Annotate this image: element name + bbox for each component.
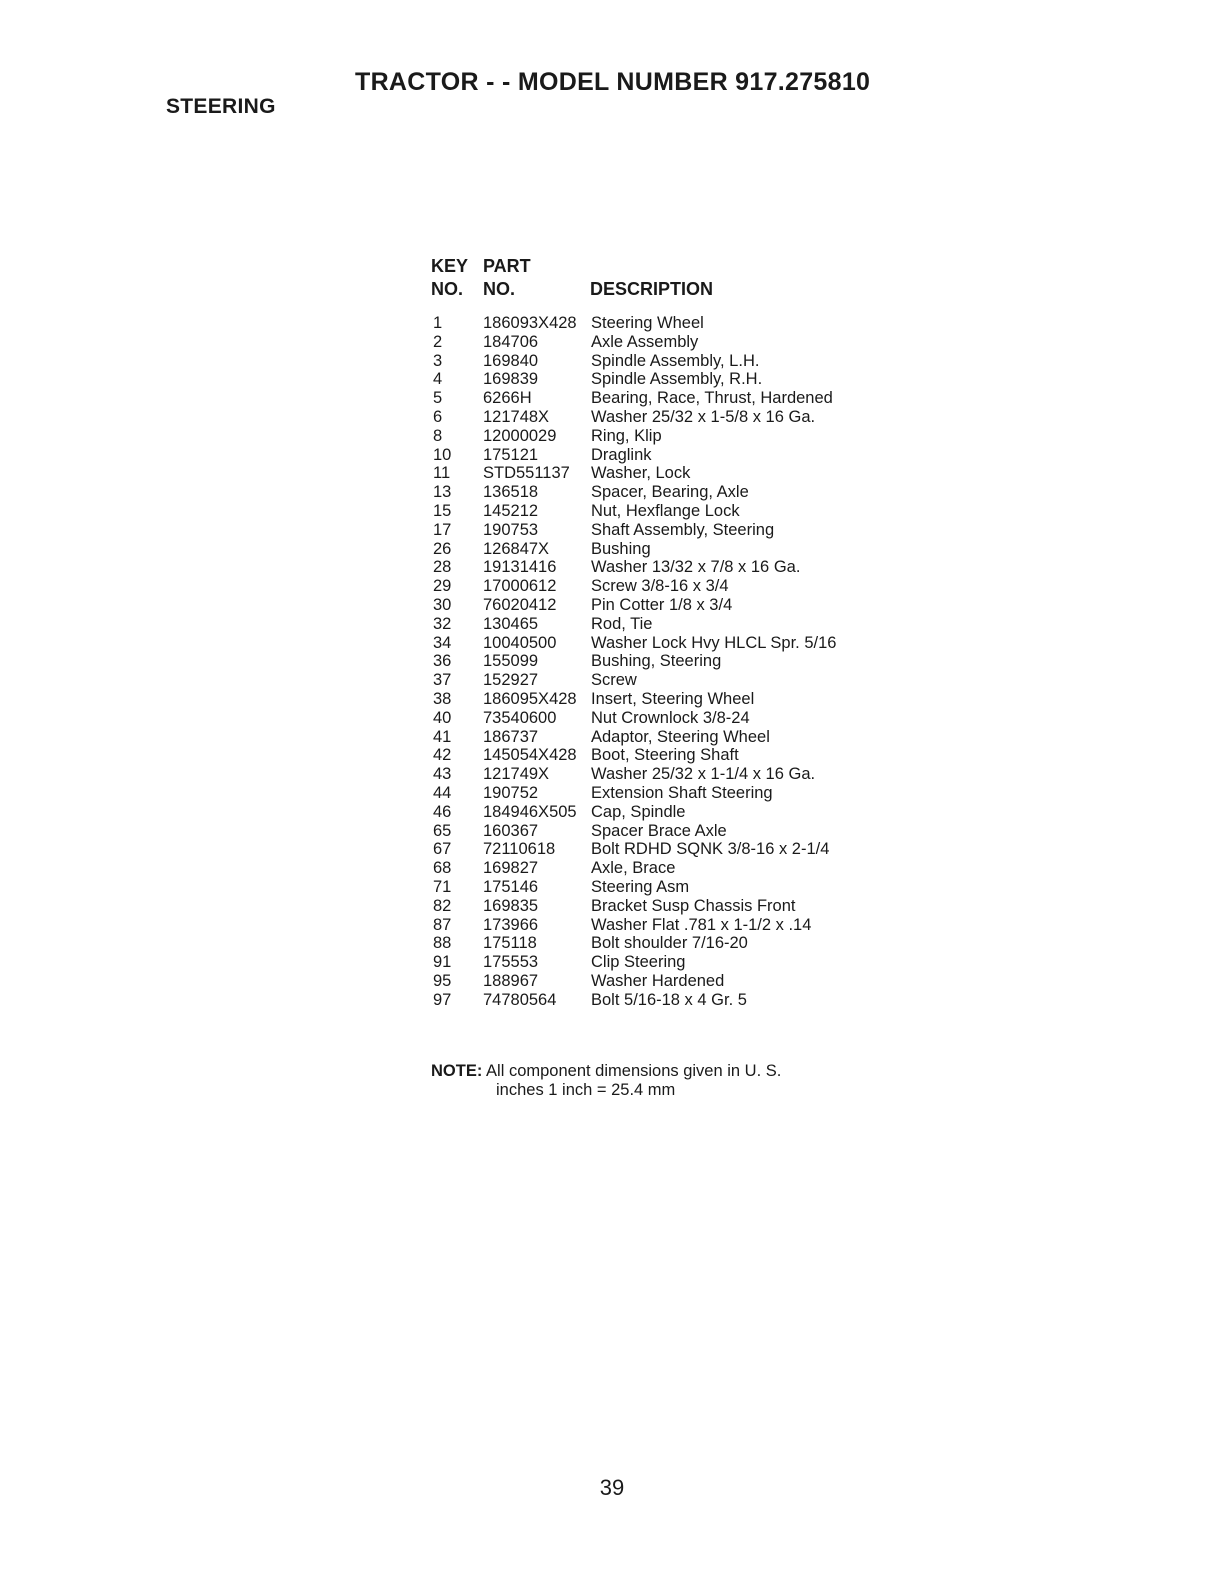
table-row (431, 840, 891, 859)
key-no: 37 (433, 671, 452, 690)
key-no: 17 (433, 520, 452, 539)
page-title: TRACTOR - - MODEL NUMBER 917.275810 (355, 68, 871, 96)
table-row (431, 859, 891, 878)
part-no: 190752 (483, 783, 539, 802)
description: Axle Assembly (591, 332, 699, 351)
key-no: 26 (433, 539, 452, 558)
description: Bolt shoulder 7/16-20 (591, 934, 748, 953)
part-no: 145212 (483, 501, 539, 520)
part-no: 186095X428 (483, 689, 577, 708)
key-no: 95 (433, 971, 452, 990)
key-no: 46 (433, 802, 452, 821)
table-row (431, 690, 891, 709)
section-title: STEERING (166, 95, 276, 118)
description: Boot, Steering Shaft (591, 746, 739, 765)
parts-list (431, 314, 891, 1009)
table-row (431, 784, 891, 803)
description: Screw (591, 671, 637, 690)
header-part-line1: PART (483, 256, 531, 276)
part-no: 188967 (483, 971, 539, 990)
part-no: 155099 (483, 652, 539, 671)
part-no: 184706 (483, 332, 539, 351)
key-no: 2 (433, 332, 443, 351)
table-row (431, 314, 891, 333)
part-no: 19131416 (483, 558, 557, 577)
table-row (431, 540, 891, 559)
description: Axle, Brace (591, 859, 676, 878)
part-no: 126847X (483, 539, 550, 558)
description: Steering Wheel (591, 314, 704, 332)
part-no: 169839 (483, 370, 539, 389)
table-row (431, 521, 891, 540)
part-no: 175146 (483, 877, 539, 896)
parts-table (431, 256, 891, 1009)
part-no: 121748X (483, 407, 550, 426)
key-no: 13 (433, 483, 452, 502)
part-no: 186737 (483, 727, 539, 746)
table-row (431, 577, 891, 596)
key-no: 15 (433, 501, 452, 520)
table-row (431, 389, 891, 408)
part-no: 190753 (483, 520, 539, 539)
key-no: 36 (433, 652, 452, 671)
part-no: 169840 (483, 351, 539, 370)
part-no: 136518 (483, 483, 539, 502)
table-row (431, 972, 891, 991)
description: Rod, Tie (591, 614, 653, 633)
part-no: STD551137 (483, 464, 570, 483)
description: Bolt 5/16-18 x 4 Gr. 5 (591, 990, 747, 1009)
key-no: 4 (433, 370, 443, 389)
description: Spindle Assembly, L.H. (591, 351, 760, 370)
key-no: 3 (433, 351, 443, 370)
part-no: 121749X (483, 765, 550, 784)
part-no: 175553 (483, 953, 539, 972)
description: Bushing (591, 539, 651, 558)
description: Shaft Assembly, Steering (591, 520, 775, 539)
note-label: NOTE: (431, 1062, 483, 1080)
description: Washer Flat .781 x 1-1/2 x .14 (591, 915, 812, 934)
key-no: 8 (433, 426, 443, 445)
table-row (431, 878, 891, 897)
table-row (431, 634, 891, 653)
part-no: 169827 (483, 859, 539, 878)
table-row (431, 596, 891, 615)
description: Pin Cotter 1/8 x 3/4 (591, 595, 733, 614)
table-row (431, 352, 891, 371)
part-no: 152927 (483, 671, 539, 690)
description: Clip Steering (591, 953, 686, 972)
note-text-line1: All component dimensions given in U. S. (486, 1062, 782, 1080)
part-no: 74780564 (483, 990, 557, 1009)
table-row (431, 916, 891, 935)
table-header (431, 256, 891, 302)
header-key-line2: NO. (431, 279, 464, 299)
table-row (431, 746, 891, 765)
description: Extension Shaft Steering (591, 783, 773, 802)
description: Washer Hardened (591, 971, 725, 990)
table-row (431, 897, 891, 916)
part-no: 10040500 (483, 633, 557, 652)
table-row (431, 652, 891, 671)
description: Nut Crownlock 3/8-24 (591, 708, 750, 727)
description: Washer, Lock (591, 464, 691, 483)
part-no: 72110618 (483, 840, 556, 859)
description: Spindle Assembly, R.H. (591, 370, 763, 389)
key-no: 82 (433, 896, 452, 915)
table-row (431, 709, 891, 728)
table-row (431, 427, 891, 446)
description: Bushing, Steering (591, 652, 722, 671)
key-no: 71 (433, 877, 452, 896)
key-no: 34 (433, 633, 452, 652)
table-row (431, 446, 891, 465)
part-no: 169835 (483, 896, 539, 915)
table-row (431, 765, 891, 784)
key-no: 38 (433, 689, 452, 708)
description: Bolt RDHD SQNK 3/8-16 x 2-1/4 (591, 840, 830, 859)
key-no: 43 (433, 765, 452, 784)
header-key-line1: KEY (431, 256, 469, 276)
description: Adaptor, Steering Wheel (591, 727, 770, 746)
table-row (431, 822, 891, 841)
key-no: 87 (433, 915, 452, 934)
description: Screw 3/8-16 x 3/4 (591, 577, 729, 596)
part-no: 12000029 (483, 426, 557, 445)
table-row (431, 671, 891, 690)
key-no: 67 (433, 840, 452, 859)
part-no: 17000612 (483, 577, 557, 596)
table-row (431, 803, 891, 822)
key-no: 32 (433, 614, 452, 633)
table-row (431, 615, 891, 634)
table-row (431, 333, 891, 352)
description: Spacer, Bearing, Axle (591, 483, 749, 502)
part-no: 184946X505 (483, 802, 577, 821)
key-no: 42 (433, 746, 452, 765)
part-no: 73540600 (483, 708, 557, 727)
description: Nut, Hexflange Lock (591, 501, 740, 520)
description: Insert, Steering Wheel (591, 689, 755, 708)
description: Ring, Klip (591, 426, 662, 445)
key-no: 65 (433, 821, 452, 840)
key-no: 28 (433, 558, 452, 577)
description: Washer Lock Hvy HLCL Spr. 5/16 (591, 633, 837, 652)
part-no: 186093X428 (483, 314, 577, 332)
table-row (431, 728, 891, 747)
key-no: 10 (433, 445, 452, 464)
note-text-line2: inches 1 inch = 25.4 mm (496, 1081, 676, 1099)
key-no: 5 (433, 389, 443, 408)
table-row (431, 483, 891, 502)
key-no: 29 (433, 577, 452, 596)
table-row (431, 953, 891, 972)
table-row (431, 464, 891, 483)
part-no: 130465 (483, 614, 539, 633)
part-no: 160367 (483, 821, 539, 840)
table-row (431, 934, 891, 953)
key-no: 11 (433, 464, 451, 483)
part-no: 175121 (483, 445, 539, 464)
part-no: 6266H (483, 389, 532, 408)
key-no: 68 (433, 859, 452, 878)
key-no: 30 (433, 595, 452, 614)
description: Washer 13/32 x 7/8 x 16 Ga. (591, 558, 801, 577)
description: Cap, Spindle (591, 802, 686, 821)
key-no: 97 (433, 990, 452, 1009)
note (431, 1062, 781, 1100)
part-no: 76020412 (483, 595, 557, 614)
description: Bearing, Race, Thrust, Hardened (591, 389, 833, 408)
description: Washer 25/32 x 1-1/4 x 16 Ga. (591, 765, 816, 784)
key-no: 91 (433, 953, 452, 972)
header-description: DESCRIPTION (590, 279, 714, 299)
part-no: 145054X428 (483, 746, 577, 765)
part-no: 175118 (483, 934, 537, 953)
table-row (431, 991, 891, 1010)
description: Draglink (591, 445, 652, 464)
page-number: 39 (599, 1475, 625, 1500)
table-row (431, 370, 891, 389)
key-no: 41 (433, 727, 452, 746)
key-no: 44 (433, 783, 452, 802)
key-no: 88 (433, 934, 452, 953)
description: Steering Asm (591, 877, 690, 896)
table-row (431, 558, 891, 577)
header-part-line2: NO. (483, 279, 516, 299)
description: Washer 25/32 x 1-5/8 x 16 Ga. (591, 407, 816, 426)
description: Spacer Brace Axle (591, 821, 727, 840)
table-row (431, 502, 891, 521)
key-no: 40 (433, 708, 452, 727)
description: Bracket Susp Chassis Front (591, 896, 796, 915)
part-no: 173966 (483, 915, 539, 934)
key-no: 6 (433, 407, 443, 426)
key-no: 1 (433, 314, 443, 332)
table-row (431, 408, 891, 427)
